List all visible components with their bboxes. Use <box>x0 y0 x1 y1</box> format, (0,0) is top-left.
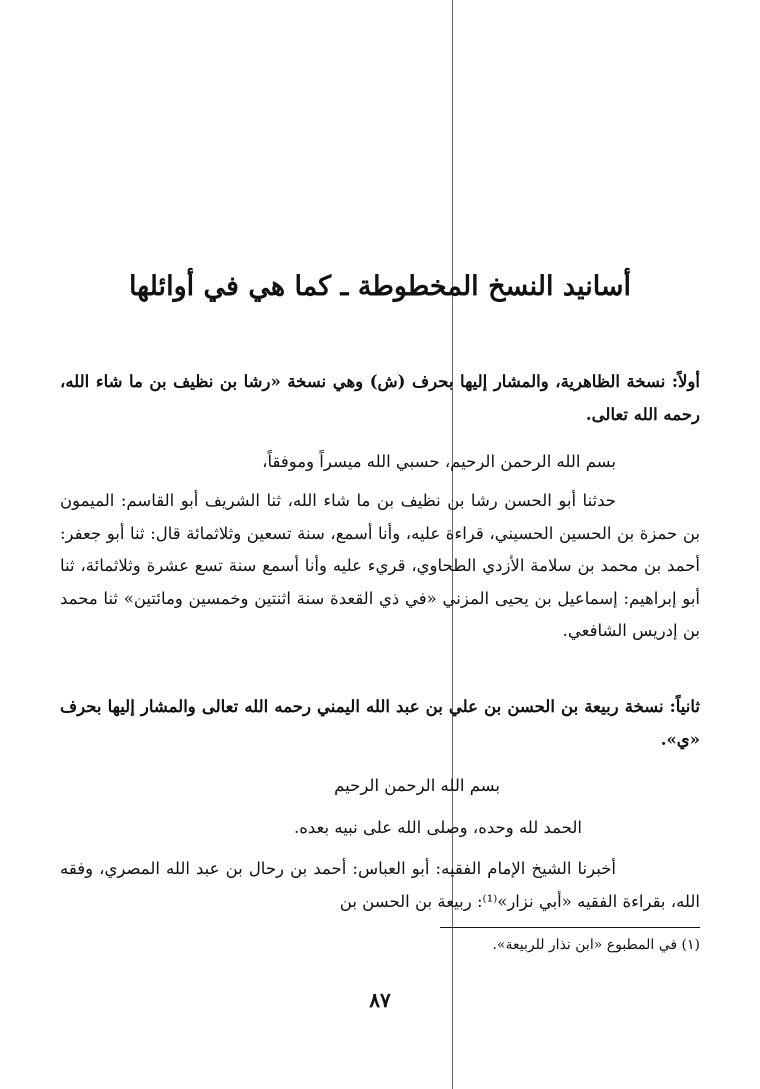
paragraph-chain-first: حدثنا أبو الحسن رشا بن نظيف بن ما شاء الله، ثنا الشريف أبو القاسم: الميمون بن حمزة بن الحسين الحسيني، قراءة عليه، وأنا أسمع، سنة تسعين وثلاثمائة قال: ثنا أبو جعفر: أحمد بن محمد بن سلامة الأزدي الطحاوي، قريء عليه وأنا أسمع سنة تسع عشرة وثلاثمائة، ثنا أبو إبراهيم: إسماعيل بن يحيى المزني «في ذي القعدة سنة اثنتين وخمسين ومائتين» ثنا محمد بن إدريس الشافعي. <box>60 491 700 640</box>
hamdala-line: الحمد لله وحده، وصلى الله على نبيه بعده. <box>294 818 582 837</box>
page-number: ٨٧ <box>369 988 391 1012</box>
basmala-second: بسم الله الرحمن الرحيم <box>334 776 500 795</box>
paragraph-second-manuscript: ثانياً: نسخة ربيعة بن الحسن بن علي بن عبد الله اليمني رحمه الله تعالى والمشار إليها بحرف «ي». <box>60 697 700 749</box>
footnote: (١) في المطبوع «ابن نذار للربيعة». <box>492 937 700 953</box>
paragraph-first-manuscript: أولاً: نسخة الظاهرية، والمشار إليها بحرف (ش) وهي نسخة «رشا بن نظيف بن ما شاء الله، رحمه الله تعالى. <box>60 372 700 424</box>
footnote-rule <box>440 927 700 928</box>
paragraph-chain-second: أخبرنا الشيخ الإمام الفقيه: أبو العباس: أحمد بن رحال بن عبد الله المصري، وفقه الله، بقراءة الفقيه «أبي نزار»⁽¹⁾: ربيعة بن الحسن بن <box>60 859 700 911</box>
section-title: أسانيد النسخ المخطوطة ـ كما هي في أوائلها <box>128 271 632 302</box>
basmala-first: بسم الله الرحمن الرحيم، حسبي الله ميسراً وموفقاً، <box>262 452 616 471</box>
